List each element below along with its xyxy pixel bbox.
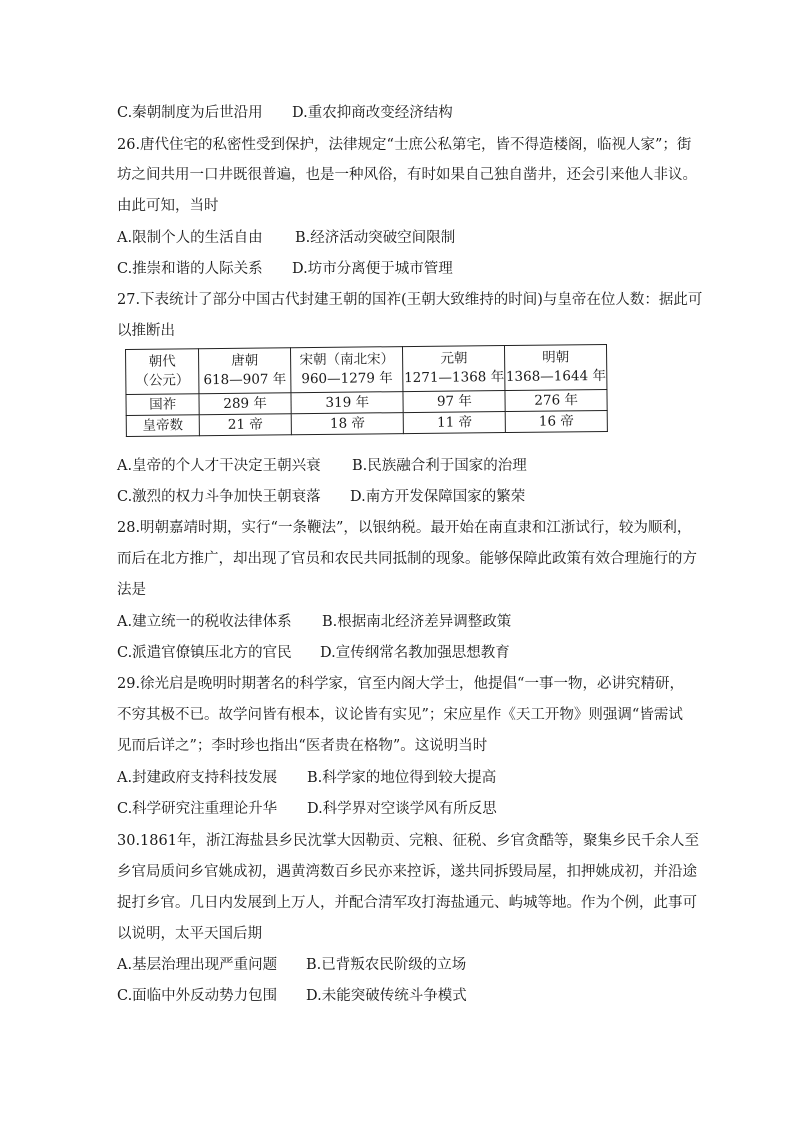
q28-stem-line-3: 法是 — [117, 582, 146, 598]
q29-option-b: B.科学家的地位得到较大提高 — [307, 770, 497, 786]
table-cell: 16 帝 — [505, 410, 607, 432]
q26-option-c: C.推崇和谐的人际关系 — [117, 261, 263, 277]
dynasty-table — [125, 344, 608, 437]
q30-option-b: B.已背叛农民阶级的立场 — [306, 957, 467, 973]
q28-stem-line-2: 而后在北方推广，却出现了官员和农民共同抵制的现象。能够保障此政策有效合理施行的方 — [117, 551, 697, 567]
q30-option-c: C.面临中外反动势力包围 — [117, 988, 278, 1004]
q29-option-c: C.科学研究注重理论升华 — [117, 801, 278, 817]
q26-option-b: B.经济活动突破空间限制 — [295, 230, 456, 246]
q28-option-c: C.派遣官僚镇压北方的官民 — [117, 645, 292, 661]
q28-stem-line-1: 28.明朝嘉靖时期，实行“一条鞭法”，以银纳税。最开始在南直隶和江浙试行，较为顺利， — [117, 520, 692, 536]
q30-stem-line-2: 乡官局质问乡官姚成初，遇黄湾数百乡民亦来控诉，遂共同拆毁局屋，扣押姚成初，并沿途 — [117, 864, 697, 880]
table-cell-yuan: 元朝 1271—1368 年 — [403, 346, 505, 392]
table-cell: 276 年 — [505, 389, 607, 411]
table-row — [126, 410, 607, 436]
q28-option-b: B.根据南北经济差异调整政策 — [322, 614, 512, 630]
q28-option-a: A.建立统一的税收法律体系 — [117, 614, 292, 630]
q29-stem-line-3: 见而后详之”；李时珍也指出“医者贵在格物”。这说明当时 — [117, 738, 488, 754]
q27-option-d: D.南方开发保障国家的繁荣 — [350, 489, 526, 505]
q29-stem-line-2: 不穷其极不已。故学问皆有根本，议论皆有实见”；宋应星作《天工开物》则强调“皆需试 — [117, 707, 683, 723]
q27-stem-line-2: 以推断出 — [117, 323, 175, 339]
q30-stem-line-1: 30.1861年，浙江海盐县乡民沈掌大因勒贡、完粮、征税、乡官贪酷等，聚集乡民千余人至 — [117, 833, 699, 849]
table-cell-tang: 唐朝 618—907 年 — [199, 348, 291, 394]
table-cell-song: 宋朝（南北宋） 960—1279 年 — [290, 347, 403, 393]
table-cell: 319 年 — [291, 392, 404, 414]
table-row-label-span: 国祚 — [126, 394, 199, 416]
table-cell: 97 年 — [403, 391, 505, 413]
table-cell-ming: 明朝 1368—1644 年 — [505, 344, 607, 390]
q30-option-a: A.基层治理出现严重问题 — [117, 957, 278, 973]
q30-stem-line-4: 以说明，太平天国后期 — [117, 926, 262, 942]
q26-stem-line-2: 坊之间共用一口井既很普遍，也是一种风俗，有时如果自己独自凿井，还会引来他人非议。 — [117, 167, 697, 183]
q26-stem-line-3: 由此可知，当时 — [117, 198, 219, 214]
q29-option-a: A.封建政府支持科技发展 — [117, 770, 278, 786]
q26-stem-line-1: 26.唐代住宅的私密性受到保护，法律规定“士庶公私第宅，皆不得造楼阁，临视人家”；街 — [117, 137, 692, 153]
q26-option-a: A.限制个人的生活自由 — [117, 230, 263, 246]
q27-option-a: A.皇帝的个人才干决定王朝兴衰 — [117, 458, 321, 474]
table-cell: 11 帝 — [404, 412, 506, 434]
table-header-dynasty: 朝代 （公元） — [126, 349, 200, 395]
q28-option-d: D.宣传纲常名教加强思想教育 — [320, 645, 510, 661]
table-cell: 18 帝 — [291, 413, 404, 435]
q25-option-d: D.重农抑商改变经济结构 — [292, 105, 453, 121]
table-cell: 21 帝 — [199, 414, 291, 436]
q29-stem-line-1: 29.徐光启是晚明时期著名的科学家，官至内阁大学士，他提倡“一事一物，必讲究精研， — [117, 676, 684, 692]
q26-option-d: D.坊市分离便于城市管理 — [292, 261, 453, 277]
q27-stem-line-1: 27.下表统计了部分中国古代封建王朝的国祚(王朝大致维持的时间)与皇帝在位人数：据此可 — [117, 292, 703, 308]
table-cell: 289 年 — [199, 393, 291, 415]
q30-option-d: D.未能突破传统斗争模式 — [306, 988, 467, 1004]
q29-option-d: D.科学界对空谈学风有所反思 — [307, 801, 497, 817]
table-row-label-emperors: 皇帝数 — [126, 415, 199, 437]
q27-option-c: C.激烈的权力斗争加快王朝衰落 — [117, 489, 321, 505]
q25-option-c: C.秦朝制度为后世沿用 — [117, 105, 263, 121]
q27-option-b: B.民族融合利于国家的治理 — [352, 458, 527, 474]
q30-stem-line-3: 捉打乡官。几日内发展到上万人，并配合清军攻打海盐通元、屿城等地。作为个例，此事可 — [117, 895, 697, 911]
